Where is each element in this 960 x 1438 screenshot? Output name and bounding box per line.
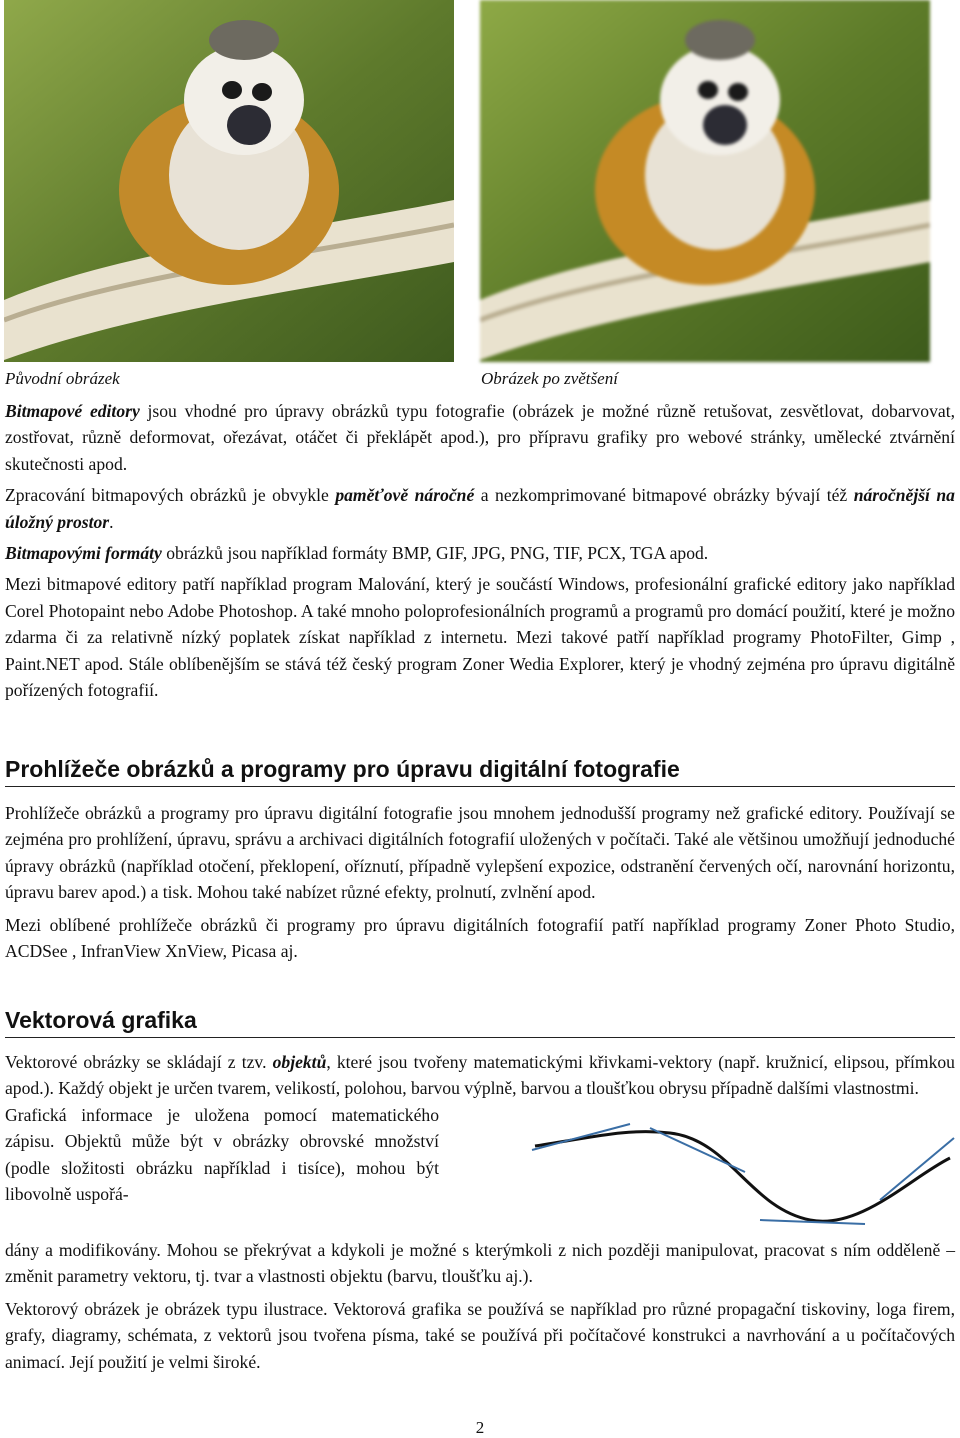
paragraph-text: . <box>109 511 114 532</box>
paragraph-text: obrázků jsou například formáty BMP, GIF, JPG, PNG, TIF, PCX, TGA apod. <box>161 543 709 564</box>
paragraph: Mezi bitmapové editory patří například program Malování, který je součástí Windows, profesionální grafické editory jako například Corel Photopaint nebo Adobe Photoshop. A také mnoho poloprofesionálních programů a programů pro domácí použití, které je možno zdarma či za relativně nízký poplatek získat například z internetu. Mezi takové patří například programy PhotoFilter, Gimp , Paint.NET apod. Stále oblíbenějším se stává též český program Zoner Wedia Explorer, který je vhodný zejména pro úpravu digitálně pořízených fotografií. <box>5 574 955 701</box>
tangent-line <box>650 1128 745 1172</box>
term-bitmap-editors: Bitmapové editory <box>5 401 140 421</box>
paragraph: dány a modifikovány. Mohou se překrývat a kdykoli je možné s kterýmkoli z nich později manipulovat, pracovat s ním odděleně – změnit parametry vektoru, tj. tvar a vlastnosti objektu (barvu, tloušťku aj.). <box>5 1240 955 1287</box>
section-heading-vector-graphics: Vektorová grafika <box>5 1005 955 1038</box>
paragraph <box>5 482 955 535</box>
paragraph: Mezi oblíbené prohlížeče obrázků či programy pro úpravu digitálních fotografií patří například programy Zoner Photo Studio, ACDSee , InfranView XnView, Picasa aj. <box>5 914 955 962</box>
paragraph: Vektorový obrázek je obrázek typu ilustrace. Vektorová grafika se používá se například pro různé propagační tiskoviny, loga firem, grafy, diagramy, schémata, z vektorů jsou tvořena písma, také se používá při počítačové konstrukci a navrhování a u počítačových animací. Její použití je velmi široké. <box>5 1298 955 1372</box>
vector-graphics-continued <box>5 1237 955 1381</box>
paragraph-text: jsou vhodné pro úpravy obrázků typu fotografie (obrázek je možné různě retušovat, zesvětlovat, dobarvovat, zostřovat, různě deformovat, ořezávat, otáčet či překlápět apod.), pro přípravu grafiky pro webové stránky, umělecké ztvárnění skutečnosti apod. <box>5 401 955 474</box>
term-storage-demanding: náročnější na úložný prostor <box>5 485 955 532</box>
bitmap-editors-section <box>5 398 955 708</box>
enlarged-image-caption: Obrázek po zvětšení <box>481 369 618 388</box>
paragraph-text: Vektorové obrázky se skládají z tzv. <box>5 1052 273 1072</box>
term-bitmap-formats: Bitmapovými formáty <box>5 543 162 564</box>
term-memory-demanding: paměťově náročné <box>335 485 475 506</box>
vector-curve-illustration <box>530 1108 955 1236</box>
enlarged-monkey-photo <box>480 0 930 362</box>
original-monkey-photo <box>4 0 454 362</box>
paragraph: Prohlížeče obrázků a programy pro úpravu digitální fotografie jsou mnohem jednodušší programy než grafické editory. Používají se zejména pro prohlížení, úpravu, správu a archivaci digitálních fotografií uložených v počítači. Také ale většinou umožňují jednoduché úpravy obrázků (například otočení, překlopení, oříznutí, případně vylepšení expozice, odstranění červených očí, narovnání horizontu, úpravu barev apod.) a tisk. Mohou také nabízet různé efekty, prolnutí, zvlnění apod. <box>5 803 955 903</box>
image-viewers-section <box>5 800 955 970</box>
original-image-caption: Původní obrázek <box>5 369 120 388</box>
paragraph <box>5 540 955 566</box>
paragraph-text: , které jsou tvořeny matematickými křivkami-vektory (např. kružnicí, elipsou, přímkou apod.). Každý objekt je určen tvarem, velikostí, polohou, barvou výplně, barvou a tloušťkou obrysu případně dalšími vlastnostmi. <box>5 1052 955 1099</box>
paragraph-text: Zpracování bitmapových obrázků je obvykle <box>5 485 336 506</box>
section-heading-image-viewers: Prohlížeče obrázků a programy pro úpravu digitální fotografie <box>5 754 955 787</box>
paragraph-text: a nezkomprimované bitmapové obrázky bývají též <box>474 485 854 506</box>
page-number: 2 <box>475 1418 485 1437</box>
bezier-curve <box>535 1132 950 1222</box>
paragraph <box>5 1049 955 1102</box>
tangent-line <box>880 1138 954 1200</box>
paragraph-wrapped: Grafická informace je uložena pomocí matematického zápisu. Objektů může být v obrázky obrovské množství (podle složitosti obrázku například i tisíce), mohou být libovolně uspořá- <box>5 1104 439 1205</box>
paragraph <box>5 398 955 477</box>
term-objects: objektů <box>272 1052 327 1072</box>
tangent-line <box>532 1124 630 1150</box>
